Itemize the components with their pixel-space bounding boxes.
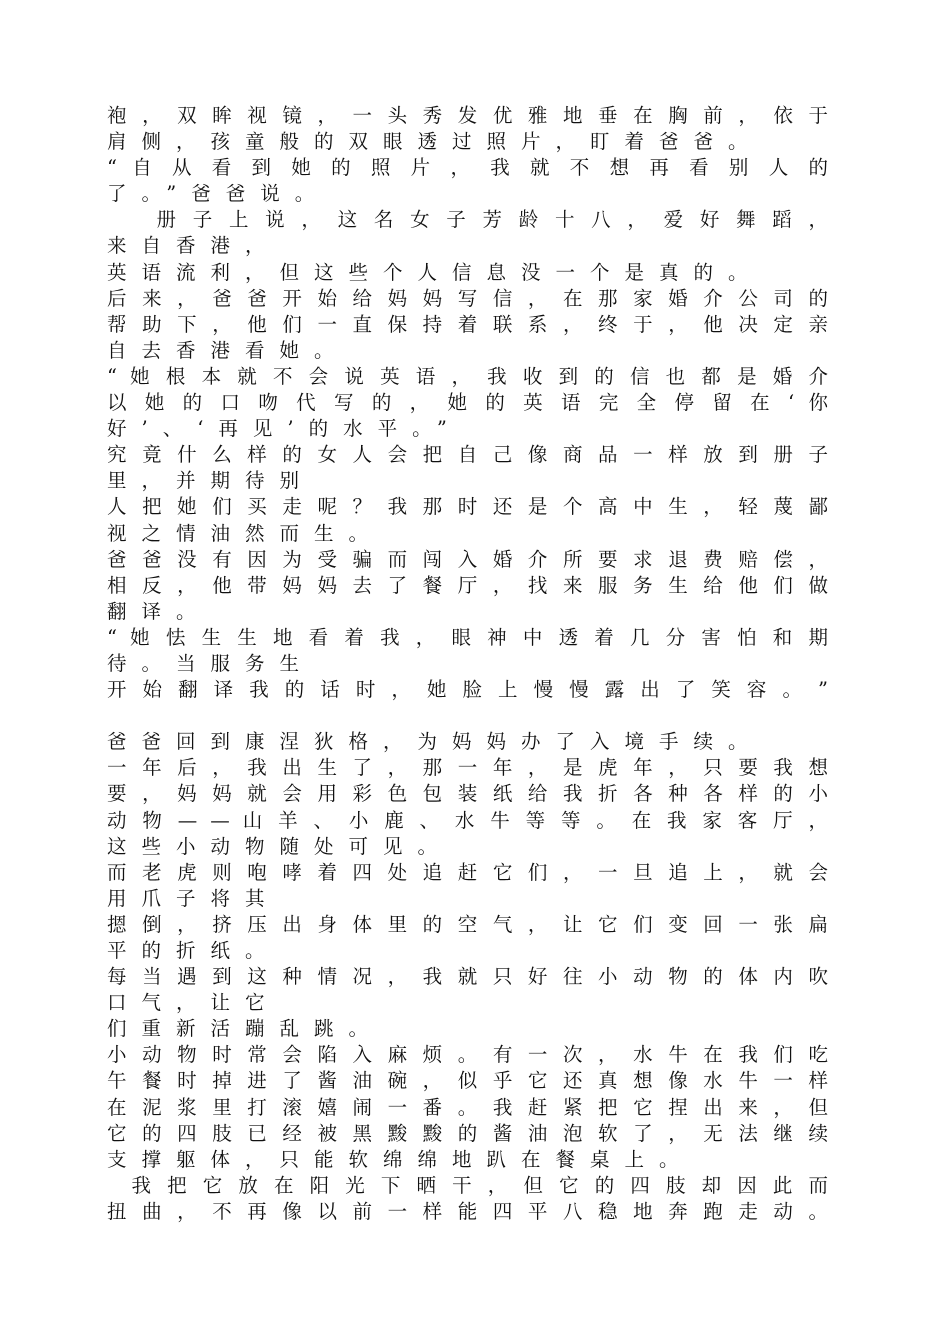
blank-line bbox=[107, 703, 830, 729]
text-line: 要 ， 妈 妈 就 会 用 彩 色 包 装 纸 给 我 折 各 种 各 样 的 小 bbox=[107, 782, 830, 806]
text-line: 支撑躯体，只能软绵绵地趴在餐桌上。 bbox=[107, 1147, 694, 1171]
text-line: “ 自 从 看 到 她 的 照 片 ， 我 就 不 想 再 看 别 人 的 bbox=[107, 156, 830, 180]
text-line: “ 她 根 本 就 不 会 说 英 语 ， 我 收 到 的 信 也 都 是 婚 介 bbox=[107, 364, 830, 388]
text-line: 我 把 它 放 在 阳 光 下 晒 干 ， 但 它 的 四 肢 却 因 此 而 bbox=[107, 1173, 830, 1197]
text-line: 来自香港， bbox=[107, 234, 280, 258]
text-line: 扭 曲 ， 不 再 像 以 前 一 样 能 四 平 八 稳 地 奔 跑 走 动 。 bbox=[107, 1199, 830, 1223]
text-line: 视之情油然而生。 bbox=[107, 521, 384, 545]
text-line: 平的折纸。 bbox=[107, 939, 280, 962]
text-line: 摁 倒 ， 挤 压 出 身 体 里 的 空 气 ， 让 它 们 变 回 一 张 扁 bbox=[107, 912, 830, 936]
text-line: 它 的 四 肢 已 经 被 黑 黢 黢 的 酱 油 泡 软 了 ， 无 法 继 续 bbox=[107, 1121, 830, 1145]
text-line: 袍 ， 双 眸 视 镜 ， 一 头 秀 发 优 雅 地 垂 在 胸 前 ， 依 于 bbox=[107, 104, 830, 127]
text-line: 们重新活蹦乱跳。 bbox=[107, 1017, 384, 1041]
text-line: 用爪子将其 bbox=[107, 886, 280, 910]
document-page bbox=[107, 103, 830, 1225]
text-line: 午 餐 时 掉 进 了 酱 油 碗 ， 似 乎 它 还 真 想 像 水 牛 一 样 bbox=[107, 1069, 830, 1093]
text-line: “ 她 怯 生 生 地 看 着 我 ， 眼 神 中 透 着 几 分 害 怕 和 期 bbox=[107, 625, 830, 649]
text-line: 而 老 虎 则 咆 哮 着 四 处 追 赶 它 们 ， 一 旦 追 上 ， 就 会 bbox=[107, 860, 830, 884]
text-line: 待。当服务生 bbox=[107, 651, 315, 675]
text-line: 动 物 — — 山 羊 、 小 鹿 、 水 牛 等 等 。 在 我 家 客 厅 ， bbox=[107, 808, 830, 832]
text-line: 究 竟 什 么 样 的 女 人 会 把 自 己 像 商 品 一 样 放 到 册 子 bbox=[107, 443, 830, 467]
text-line: 每 当 遇 到 这 种 情 况 ， 我 就 只 好 往 小 动 物 的 体 内 吹 bbox=[107, 965, 830, 989]
text-line: 了。”爸爸说。 bbox=[107, 182, 330, 206]
text-line: 翻译。 bbox=[107, 599, 211, 623]
text-line: 在 泥 浆 里 打 滚 嬉 闹 一 番 。 我 赶 紧 把 它 捏 出 来 ， 但 bbox=[107, 1095, 830, 1119]
text-line: 口气，让它 bbox=[107, 991, 280, 1015]
text-line: 开 始 翻 译 我 的 话 时 ， 她 脸 上 慢 慢 露 出 了 笑 容 。 ” bbox=[107, 678, 830, 702]
text-line: 里，并期待别 bbox=[107, 469, 315, 493]
text-line: 册 子 上 说 ， 这 名 女 子 芳 龄 十 八 ， 爱 好 舞 蹈 ， bbox=[107, 208, 830, 232]
text-line: 爸爸回到康涅狄格，为妈妈办了入境手续。 bbox=[107, 730, 763, 754]
text-line: 一 年 后 ， 我 出 生 了 ， 那 一 年 ， 是 虎 年 ， 只 要 我 想 bbox=[107, 756, 830, 780]
text-line: 小 动 物 时 常 会 陷 入 麻 烦 。 有 一 次 ， 水 牛 在 我 们 吃 bbox=[107, 1043, 830, 1067]
text-line: 人 把 她 们 买 走 呢 ？ 我 那 时 还 是 个 高 中 生 ， 轻 蔑 鄙 bbox=[107, 495, 830, 519]
text-line: 后 来 ， 爸 爸 开 始 给 妈 妈 写 信 ， 在 那 家 婚 介 公 司 的 bbox=[107, 286, 830, 310]
text-line: 帮 助 下 ， 他 们 一 直 保 持 着 联 系 ， 终 于 ， 他 决 定 亲 bbox=[107, 312, 830, 336]
text-line: 这些小动物随处可见。 bbox=[107, 834, 453, 858]
text-line: 自去香港看她。 bbox=[107, 338, 349, 362]
text-line: 好’、‘再见’的水平。” bbox=[107, 417, 462, 441]
text-line: 以 她 的 口 吻 代 写 的 ， 她 的 英 语 完 全 停 留 在 ‘ 你 bbox=[107, 391, 830, 415]
text-line: 英语流利，但这些个人信息没一个是真的。 bbox=[107, 260, 763, 284]
text-line: 爸 爸 没 有 因 为 受 骗 而 闯 入 婚 介 所 要 求 退 费 赔 偿 ， bbox=[107, 547, 830, 571]
text-line: 相 反 ， 他 带 妈 妈 去 了 餐 厅 ， 找 来 服 务 生 给 他 们 做 bbox=[107, 573, 830, 597]
text-line: 肩侧，孩童般的双眼透过照片，盯着爸爸。 bbox=[107, 130, 763, 154]
